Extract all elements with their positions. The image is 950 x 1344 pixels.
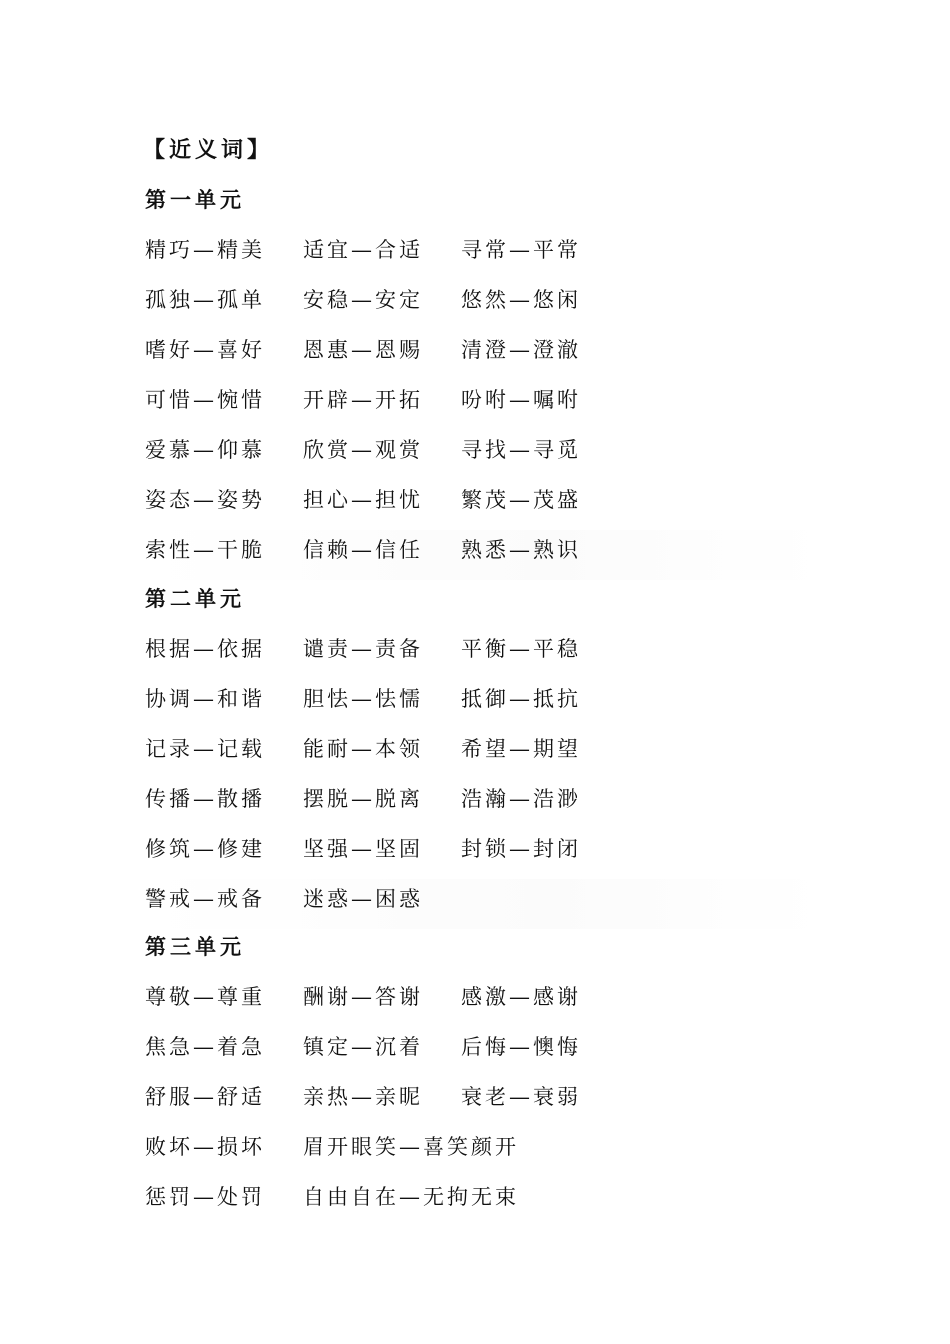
synonym-pair: 平衡—平稳 (461, 637, 581, 661)
word-row (145, 380, 825, 430)
unit-heading: 第三单元 (145, 935, 245, 959)
synonym-pair: 传播—散播 (145, 787, 265, 811)
synonym-pair: 眉开眼笑—喜笑颜开 (303, 1135, 519, 1159)
synonym-pair: 索性—干脆 (145, 538, 265, 562)
word-row (145, 1077, 825, 1127)
synonym-pair: 希望—期望 (461, 737, 581, 761)
synonym-pair: 能耐—本领 (303, 737, 423, 761)
word-row (145, 879, 825, 929)
synonym-pair: 胆怯—怯懦 (303, 687, 423, 711)
synonym-pair: 可惜—惋惜 (145, 388, 265, 412)
word-row (145, 530, 825, 580)
synonym-pair: 姿态—姿势 (145, 488, 265, 512)
synonym-pair: 爱慕—仰慕 (145, 438, 265, 462)
synonym-pair: 修筑—修建 (145, 837, 265, 861)
synonym-pair: 亲热—亲昵 (303, 1085, 423, 1109)
synonym-pair: 惩罚—处罚 (145, 1185, 265, 1209)
synonym-pair: 抵御—抵抗 (461, 687, 581, 711)
synonym-pair: 感激—感谢 (461, 985, 581, 1009)
synonym-pair: 协调—和谐 (145, 687, 265, 711)
unit-section-1 (145, 180, 825, 580)
synonym-pair: 精巧—精美 (145, 238, 265, 262)
word-row (145, 629, 825, 679)
synonym-pair: 焦急—着急 (145, 1035, 265, 1059)
word-row (145, 829, 825, 879)
synonym-pair: 清澄—澄澈 (461, 338, 581, 362)
unit-section-2 (145, 579, 825, 929)
synonym-pair: 镇定—沉着 (303, 1035, 423, 1059)
synonym-pair: 寻常—平常 (461, 238, 581, 262)
synonym-pair: 封锁—封闭 (461, 837, 581, 861)
word-row (145, 1027, 825, 1077)
synonym-pair: 警戒—戒备 (145, 887, 265, 911)
synonym-pair: 尊敬—尊重 (145, 985, 265, 1009)
synonym-pair: 信赖—信任 (303, 538, 423, 562)
unit-heading: 第一单元 (145, 188, 245, 212)
unit-heading: 第二单元 (145, 587, 245, 611)
word-row (145, 729, 825, 779)
word-row (145, 977, 825, 1027)
word-row (145, 230, 825, 280)
synonym-pair: 安稳—安定 (303, 288, 423, 312)
synonym-pair: 酬谢—答谢 (303, 985, 423, 1009)
word-row (145, 1177, 825, 1227)
synonym-pair: 悠然—悠闲 (461, 288, 581, 312)
word-row (145, 280, 825, 330)
synonym-pair: 孤独—孤单 (145, 288, 265, 312)
synonym-pair: 迷惑—困惑 (303, 887, 423, 911)
synonym-pair: 败坏—损坏 (145, 1135, 265, 1159)
synonym-pair: 坚强—坚固 (303, 837, 423, 861)
word-row (145, 430, 825, 480)
synonym-pair: 摆脱—脱离 (303, 787, 423, 811)
word-row (145, 1127, 825, 1177)
synonym-pair: 欣赏—观赏 (303, 438, 423, 462)
synonym-pair: 谴责—责备 (303, 637, 423, 661)
unit-section-3 (145, 927, 825, 1227)
synonym-pair: 后悔—懊悔 (461, 1035, 581, 1059)
synonym-pair: 吩咐—嘱咐 (461, 388, 581, 412)
synonym-pair: 浩瀚—浩渺 (461, 787, 581, 811)
synonym-pair: 记录—记载 (145, 737, 265, 761)
synonym-pair: 繁茂—茂盛 (461, 488, 581, 512)
synonym-pair: 寻找—寻觅 (461, 438, 581, 462)
synonym-pair: 嗜好—喜好 (145, 338, 265, 362)
word-row (145, 480, 825, 530)
synonym-pair: 开辟—开拓 (303, 388, 423, 412)
synonym-pair: 担心—担忧 (303, 488, 423, 512)
synonym-pair: 恩惠—恩赐 (303, 338, 423, 362)
synonym-pair: 自由自在—无拘无束 (303, 1185, 519, 1209)
word-row (145, 679, 825, 729)
synonym-pair: 熟悉—熟识 (461, 538, 581, 562)
synonym-pair: 根据—依据 (145, 637, 265, 661)
word-row (145, 779, 825, 829)
word-row (145, 330, 825, 380)
synonym-pair: 舒服—舒适 (145, 1085, 265, 1109)
page-title: 【近义词】 (143, 138, 274, 163)
synonym-pair: 衰老—衰弱 (461, 1085, 581, 1109)
synonym-pair: 适宜—合适 (303, 238, 423, 262)
